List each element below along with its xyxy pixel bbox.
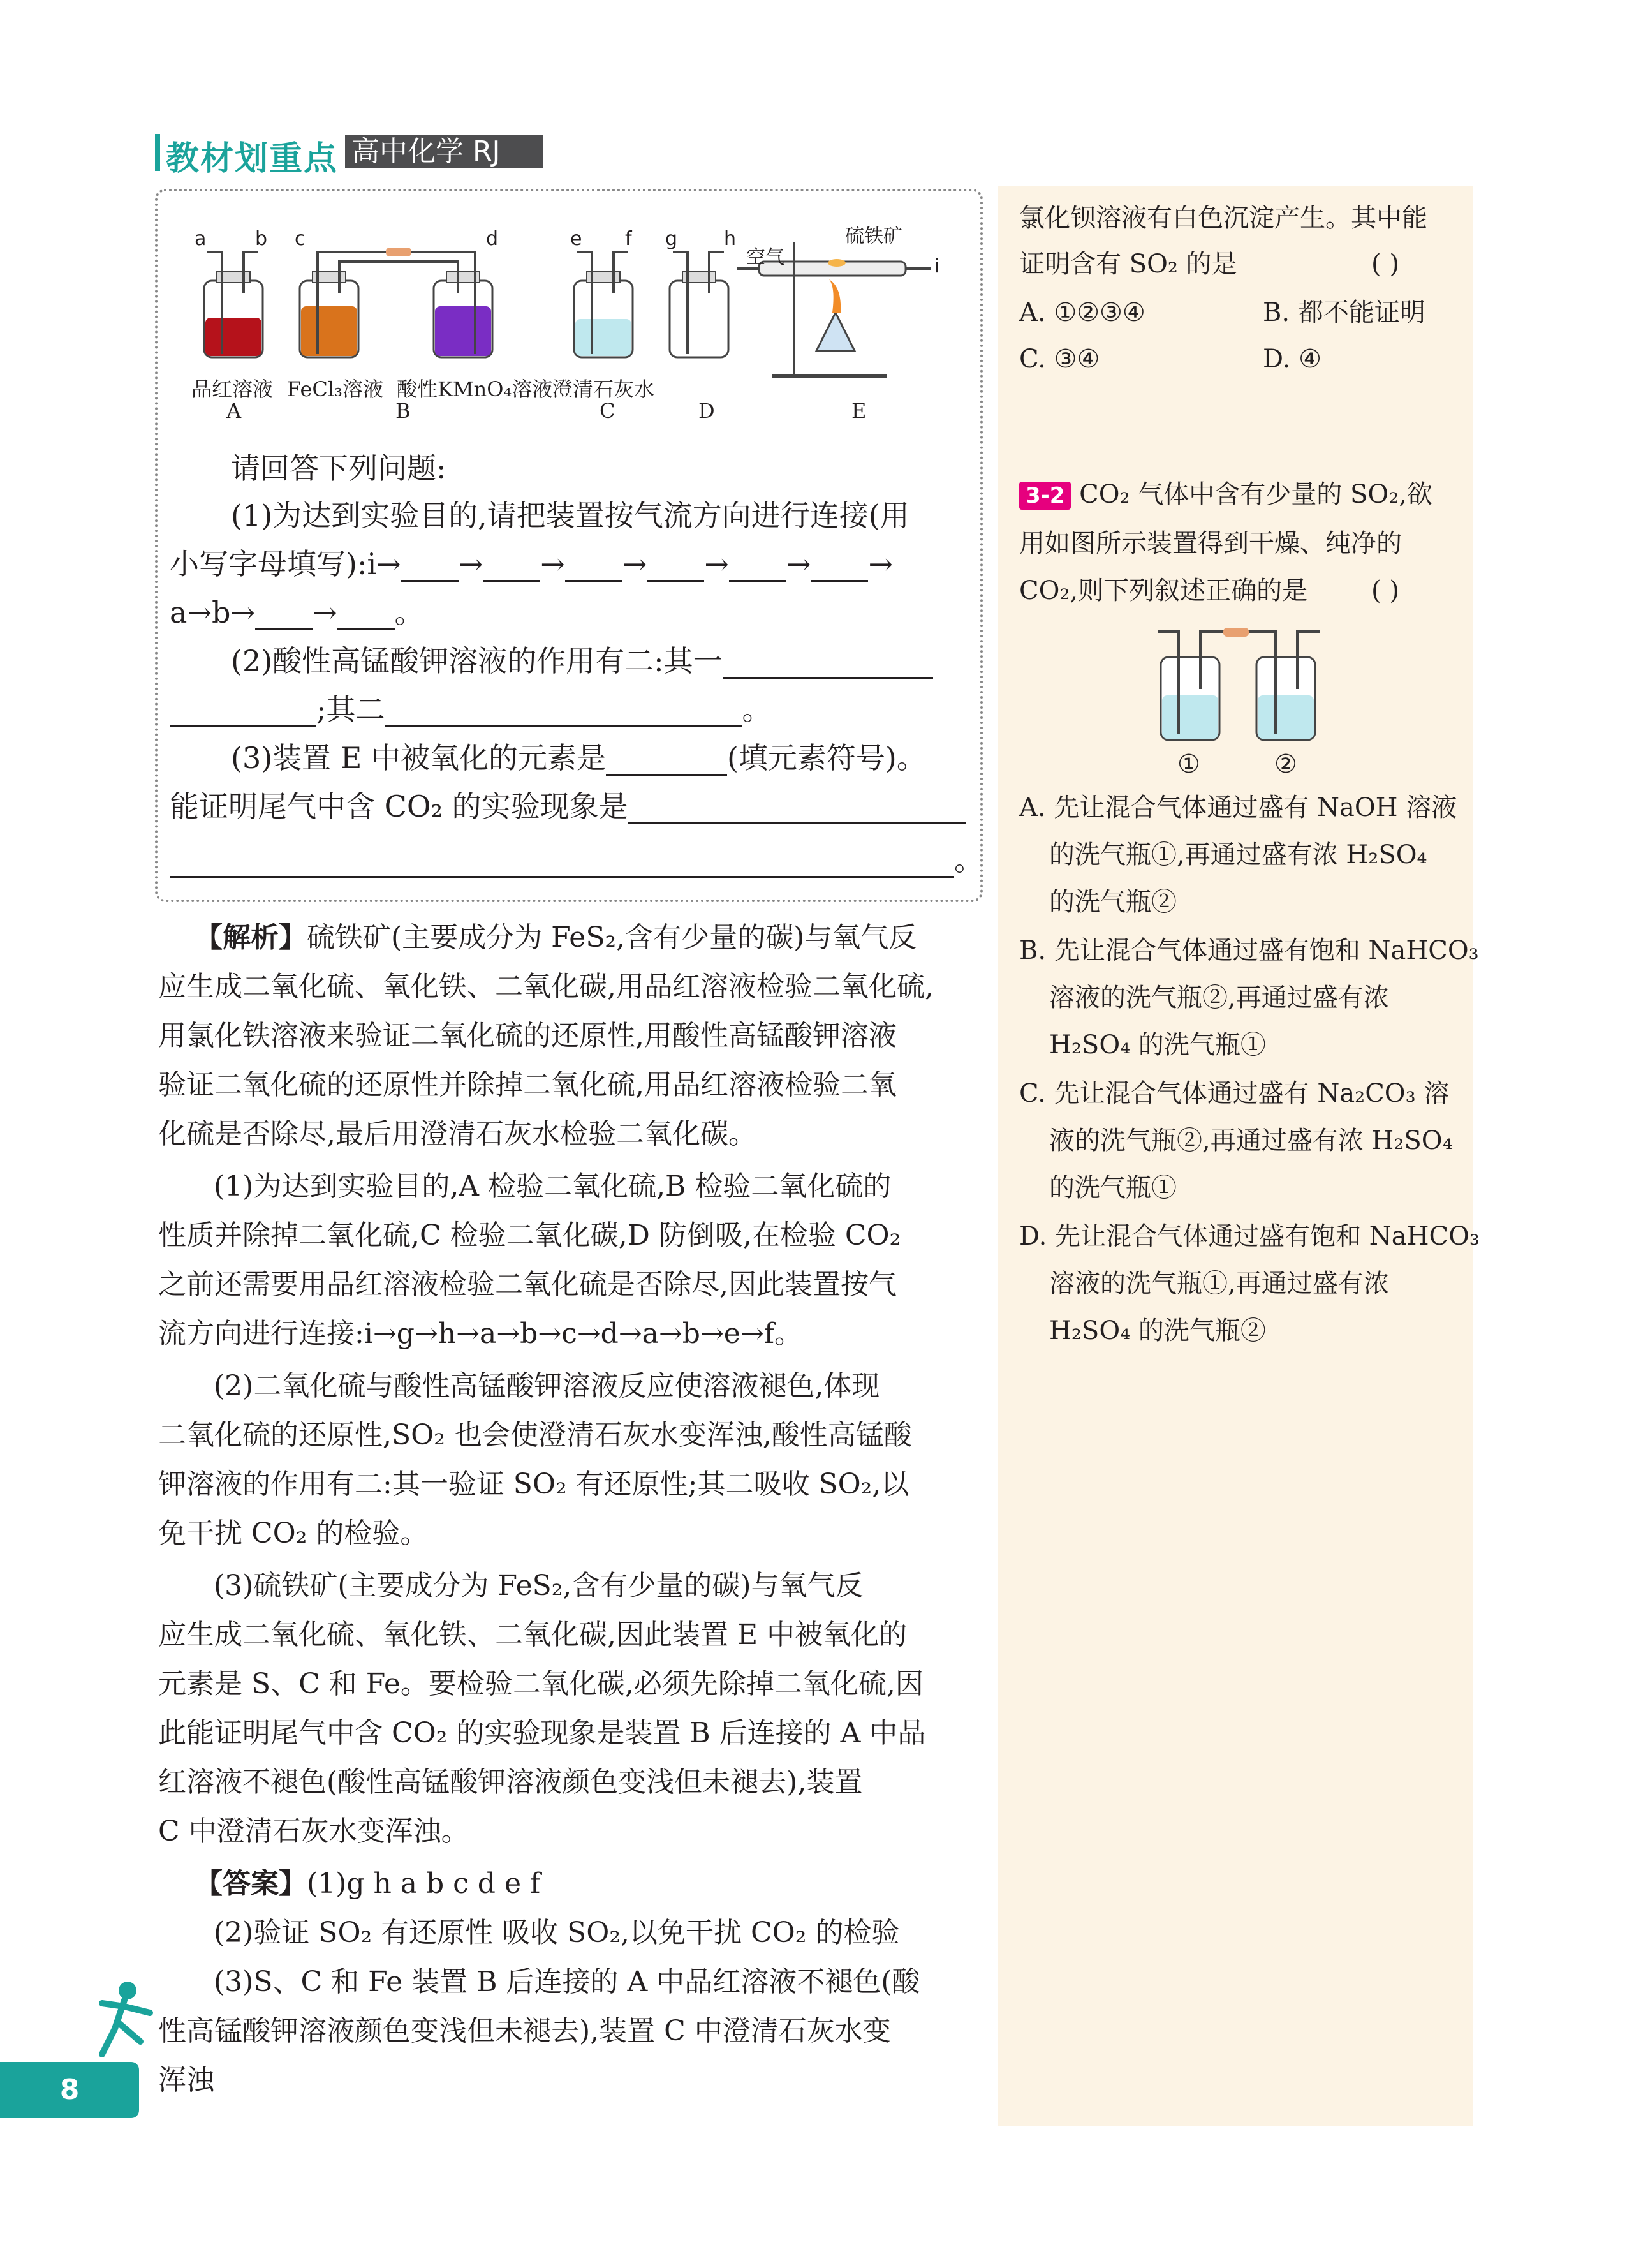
option-a-line-1: A. 先让混合气体通过盛有 NaOH 溶液	[1019, 793, 1457, 822]
label-ore: 硫铁矿	[845, 225, 902, 248]
question-3-line-1: (3)装置 E 中被氧化的元素是 (填元素符号)。	[231, 741, 926, 775]
analysis-p2-line-1: (1)为达到实验目的,A 检验二氧化硫,B 检验二氧化硫的	[214, 1170, 892, 1203]
question-prompt: 请回答下列问题:	[231, 451, 446, 485]
answer-line-5: 浑浊	[158, 2064, 214, 2096]
analysis-p3-line-3: 钾溶液的作用有二:其一验证 SO₂ 有还原性;其二吸收 SO₂,以	[158, 1468, 909, 1501]
analysis-p3-line-1: (2)二氧化硫与酸性高锰酸钾溶液反应使溶液褪色,体现	[214, 1370, 880, 1402]
label-b: b	[255, 228, 268, 250]
prev-question-line-1: 氯化钡溶液有白色沉淀产生。其中能	[1019, 204, 1427, 233]
label-h: h	[724, 228, 737, 250]
question-2-line-2: ;其二 。	[170, 692, 772, 727]
question-2-line-1: (2)酸性高锰酸钾溶液的作用有二:其一	[231, 643, 933, 679]
question-1-line-3: a→b→ → 。	[170, 595, 424, 630]
analysis-p4-line-2: 应生成二氧化硫、氧化铁、二氧化碳,因此装置 E 中被氧化的	[158, 1619, 908, 1651]
option-c-line-2: 液的洗气瓶②,再通过盛有浓 H₂SO₄	[1049, 1126, 1453, 1155]
option-d-line-1: D. 先让混合气体通过盛有饱和 NaHCO₃	[1019, 1222, 1480, 1251]
prev-question-line-2: 证明含有 SO₂ 的是	[1019, 249, 1237, 279]
caption-pinhong: 品红溶液	[191, 377, 274, 401]
analysis-line-2: 应生成二氧化硫、氧化铁、二氧化碳,用品红溶液检验二氧化硫,	[158, 970, 934, 1003]
analysis-p3-line-4: 免干扰 CO₂ 的检验。	[158, 1517, 429, 1550]
question-3-2-line-2: 用如图所示装置得到干燥、纯净的	[1019, 529, 1402, 558]
bottle-d-empty	[670, 252, 728, 357]
runner-icon	[89, 1978, 166, 2061]
header-subject: 高中化学 RJ	[345, 135, 543, 168]
option-d-line-3: H₂SO₄ 的洗气瓶②	[1049, 1316, 1266, 1345]
label-a: a	[195, 228, 207, 250]
question-3-2-line-3: CO₂,则下列叙述正确的是	[1019, 576, 1308, 605]
device-d: D	[698, 399, 715, 423]
prev-answer-paren: ( )	[1371, 249, 1399, 279]
question-3-line-3: 。	[170, 842, 983, 878]
caption-kmno4: 酸性KMnO₄溶液	[397, 377, 553, 401]
label-f: f	[625, 228, 632, 250]
caption-fecl3: FeCl₃溶液	[287, 377, 383, 401]
caption-limewater: 澄清石灰水	[552, 377, 655, 401]
label-g: g	[665, 228, 678, 250]
question-1-line-2: 小写字母填写):i→ → → → → → →	[170, 547, 893, 581]
analysis-p4-line-5: 红溶液不褪色(酸性高锰酸钾溶液颜色变浅但未褪去),装置	[158, 1766, 863, 1798]
analysis-p2-line-3: 之前还需要用品红溶液检验二氧化硫是否除尽,因此装置按气	[158, 1268, 897, 1301]
analysis-p4-line-6: C 中澄清石灰水变浑浊。	[158, 1815, 469, 1848]
analysis-line-1: 【解析】硫铁矿(主要成分为 FeS₂,含有少量的碳)与氧气反	[195, 921, 917, 954]
analysis-p4-line-4: 此能证明尾气中含 CO₂ 的实验现象是装置 B 后连接的 A 中品	[158, 1717, 926, 1749]
analysis-line-4: 验证二氧化硫的还原性并除掉二氧化硫,用品红溶液检验二氧	[158, 1069, 897, 1101]
option-c-line-3: 的洗气瓶①	[1049, 1173, 1177, 1203]
label-c: c	[295, 228, 306, 250]
analysis-p4-line-3: 元素是 S、C 和 Fe。要检验二氧化碳,必须先除掉二氧化硫,因	[158, 1668, 924, 1700]
device-e: E	[851, 399, 867, 423]
question-3-2-paren: ( )	[1371, 576, 1399, 605]
label-air: 空气	[746, 246, 784, 269]
question-3-2-line-1: 3-2 CO₂ 气体中含有少量的 SO₂,欲	[1019, 477, 1432, 512]
device-b: B	[395, 399, 411, 423]
option-a-line-3: 的洗气瓶②	[1049, 887, 1177, 917]
prev-option-b: B. 都不能证明	[1263, 298, 1425, 327]
bottle-limewater	[574, 252, 633, 357]
question-tag: 3-2	[1019, 482, 1071, 510]
option-d-line-2: 溶液的洗气瓶①,再通过盛有浓	[1049, 1269, 1389, 1298]
bottle-kmno4	[434, 271, 492, 357]
label-e: e	[570, 228, 582, 250]
question-1-line-1: (1)为达到实验目的,请把装置按气流方向进行连接(用	[231, 498, 909, 533]
option-b-line-2: 溶液的洗气瓶②,再通过盛有浓	[1049, 983, 1389, 1012]
device-c: C	[600, 399, 615, 423]
option-b-line-1: B. 先让混合气体通过盛有饱和 NaHCO₃	[1019, 936, 1479, 965]
label-i: i	[934, 255, 940, 278]
prev-option-a: A. ①②③④	[1019, 298, 1145, 327]
answer-line-3: (3)S、C 和 Fe 装置 B 后连接的 A 中品红溶液不褪色(酸	[214, 1966, 920, 1998]
answer-line-1: 【答案】(1)g h a b c d e f	[195, 1867, 541, 1900]
analysis-p2-line-4: 流方向进行连接:i→g→h→a→b→c→d→a→b→e→f。	[158, 1317, 803, 1350]
prev-option-d: D. ④	[1263, 345, 1321, 374]
header-series: 教材划重点	[166, 140, 339, 178]
answer-line-4: 性高锰酸钾溶液颜色变浅但未褪去),装置 C 中澄清石灰水变	[158, 2015, 891, 2047]
analysis-p4-line-1: (3)硫铁矿(主要成分为 FeS₂,含有少量的碳)与氧气反	[214, 1569, 864, 1602]
analysis-p2-line-2: 性质并除掉二氧化硫,C 检验二氧化碳,D 防倒吸,在检验 CO₂	[158, 1219, 901, 1252]
question-3-line-2: 能证明尾气中含 CO₂ 的实验现象是	[170, 789, 966, 824]
page-number: 8	[0, 2062, 139, 2118]
bottle-label-2: ②	[1274, 750, 1297, 779]
header-accent-bar	[155, 134, 160, 171]
bottle-label-1: ①	[1177, 750, 1200, 779]
prev-option-c: C. ③④	[1019, 345, 1100, 374]
bottle-a	[204, 252, 263, 357]
option-a-line-2: 的洗气瓶①,再通过盛有浓 H₂SO₄	[1049, 840, 1427, 870]
device-a: A	[226, 399, 242, 423]
analysis-line-3: 用氯化铁溶液来验证二氧化硫的还原性,用酸性高锰酸钾溶液	[158, 1019, 897, 1052]
analysis-line-5: 化硫是否除尽,最后用澄清石灰水检验二氧化碳。	[158, 1118, 756, 1150]
analysis-p3-line-2: 二氧化硫的还原性,SO₂ 也会使澄清石灰水变浑浊,酸性高锰酸	[158, 1419, 912, 1451]
option-c-line-1: C. 先让混合气体通过盛有 Na₂CO₃ 溶	[1019, 1079, 1450, 1108]
label-d: d	[486, 228, 499, 250]
option-b-line-3: H₂SO₄ 的洗气瓶①	[1049, 1030, 1266, 1060]
wash-bottles-figure	[1148, 625, 1333, 759]
answer-line-2: (2)验证 SO₂ 有还原性 吸收 SO₂,以免干扰 CO₂ 的检验	[214, 1916, 900, 1949]
bottle-fecl3	[300, 271, 358, 357]
